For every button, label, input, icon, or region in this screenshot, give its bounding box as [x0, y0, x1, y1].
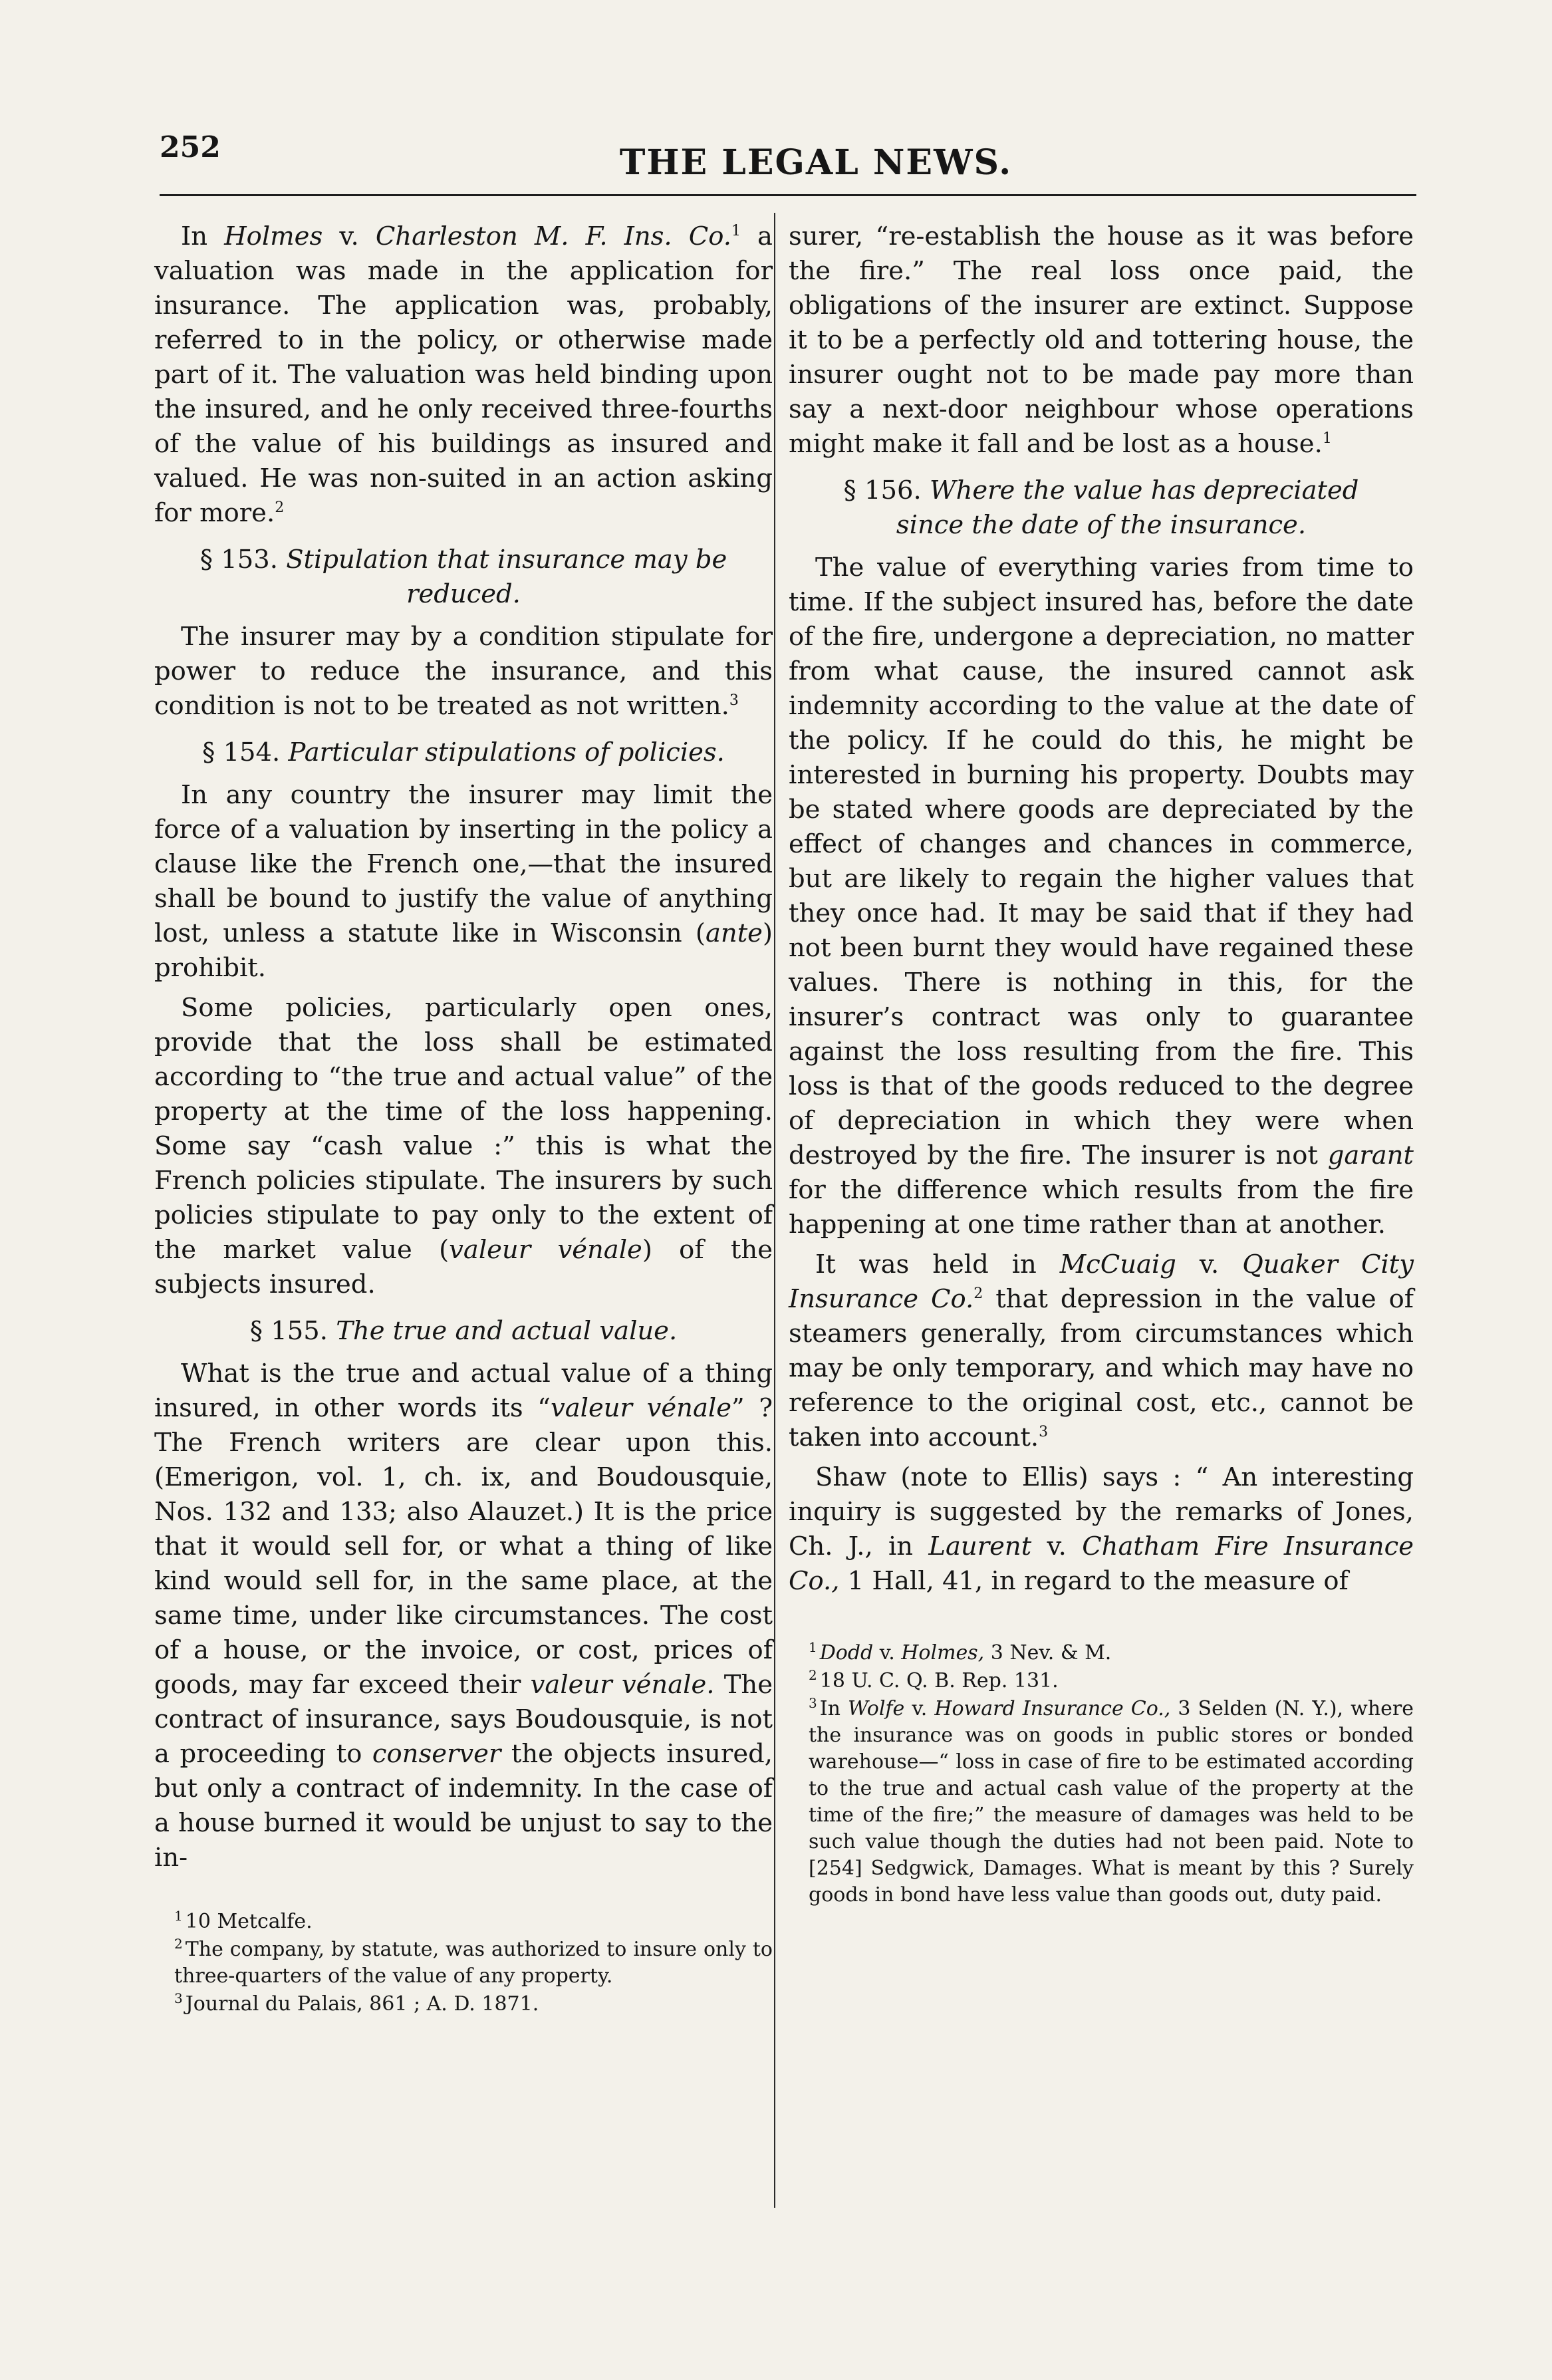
right-column: [789, 219, 1414, 1910]
footnote: $^3$ In Wolfe v. Howard Insurance Co., 3 Selden (N. Y.), where the insurance was on goods in public stores or bonded warehouse—“ loss in case of fire to be estimated according to the true and actual cash value of the property at the time of the fire;” the measure of damages was held to be such value though the duties had not been paid. Note to [254] Sedgwick, Damages. What is meant by this ? Surely goods in bond have less value than goods out, duty paid.: [809, 1695, 1414, 1907]
case-name: Holmes: [224, 221, 323, 251]
paragraph-156b: It was held in McCuaig v. Quaker City Insurance Co.$^2$ that depression in the value of steamers generally, from circumstances which may be only temporary, and which may have no reference to the original cost, etc., cannot be taken into account.$^3$: [789, 1250, 1414, 1452]
paragraph-holmes: In Holmes v. Charleston M. F. Ins. Co.$^1$ a valuation was made in the application for insurance. The application was, probably, referred to in the policy, or otherwise made part of it. The valuation was held binding upon the insured, and he only received three-fourths of the value of his buildings as insured and valued. He was non-suited in an action asking for more.$^2$: [154, 221, 773, 528]
right-footnotes: [789, 1640, 1414, 1909]
footnote: $^2$ 18 U. C. Q. B. Rep. 131.: [809, 1667, 1059, 1692]
paragraph-155: What is the true and actual value of a thing insured, in other words its “valeur vénale” ? The French writers are clear upon this. (Emerigon, vol. 1, ch. ix, and Boudousquie, Nos. 132 and 133; also Alauzet.) It is the price that it would sell for, or what a thing of like kind would sell for, in the same place, at the same time, under like circumstances. The cost of a house, or the invoice, or cost, prices of goods, may far exceed their valeur vénale. The contract of insurance, says Boudousquie, is not a proceeding to conserver the objects insured, but only a contract of indemnity. In the case of a house burned it would be unjust to say to the in-: [154, 1359, 773, 1873]
header-rule: [160, 194, 1416, 196]
footnote: $^1$ Dodd v. Holmes, 3 Nev. & M.: [809, 1639, 1112, 1664]
case-name: Laurent: [928, 1531, 1032, 1561]
footnote-ref: 3: [1039, 1424, 1049, 1441]
paragraph-156a: The value of everything varies from time to time. If the subject insured has, before the date of the fire, undergone a depreciation, no matter from what cause, the insured cannot ask indemnity according to the value at the date of the policy. If he could do this, he might be interested in burning his property. Doubts may be stated where goods are depreciated by the effect of changes and chances in commerce, but are likely to regain the higher values that they once had. It may be said that if they had not been burnt they would have regained these values. There is nothing in this, for the insurer’s contract was only to guarantee against the loss resulting from the fire. This loss is that of the goods reduced to the degree of depreciation in which they were when destroyed by the fire. The insurer is not garant for the difference which results from the fire happening at one time rather than at another.: [789, 553, 1414, 1240]
footnote-ref: 2: [973, 1285, 983, 1303]
footnote: $^2$ The company, by statute, was authorized to insure only to three-quarters of the value of any property.: [174, 1936, 773, 1988]
paragraph-153: The insurer may by a condition stipulate for power to reduce the insurance, and this condition is not to be treated as not written.$^3$: [154, 622, 773, 721]
section-heading-153: § 153. Stipulation that insurance may be reduced.: [199, 545, 727, 609]
running-title: THE LEGAL NEWS.: [619, 142, 1013, 183]
section-heading-156: § 156. Where the value has depreciated since the date of the insurance.: [843, 475, 1359, 540]
section-heading-154: § 154. Particular stipulations of policies.: [202, 737, 725, 767]
paragraph-154b: Some policies, particularly open ones, provide that the loss shall be estimated according to “the true and actual value” of the property at the time of the loss happening. Some say “cash value :” this is what the French policies stipulate. The insurers by such policies stipulate to pay only to the extent of the market value (valeur vénale) of the subjects insured.: [154, 993, 773, 1299]
paragraph-154a: In any country the insurer may limit the force of a valuation by inserting in the policy a clause like the French one,—that the insured shall be bound to justify the value of anything lost, unless a statute like in Wisconsin (ante) prohibit.: [154, 780, 773, 983]
footnote-ref: 1: [731, 223, 741, 240]
paragraph-continued: surer, “re-establish the house as it was before the fire.” The real loss once paid, the obligations of the insurer are extinct. Suppose it to be a perfectly old and tottering house, the insurer ought not to be made pay more than say a next-door neighbour whose operations might make it fall and be lost as a house.$^1$: [789, 221, 1414, 459]
page-number: 252: [160, 130, 221, 164]
left-column: [154, 219, 773, 2019]
case-name: Quaker City Insurance Co.: [789, 1250, 1414, 1314]
footnote: $^3$ Journal du Palais, 861 ; A. D. 1871.: [174, 1990, 539, 2016]
case-name: McCuaig: [1059, 1250, 1176, 1279]
section-heading-155: § 155. The true and actual value.: [249, 1316, 678, 1346]
footnote-ref: 2: [275, 499, 285, 517]
footnote: $^1$ 10 Metcalfe.: [174, 1908, 313, 1933]
footnote-ref: 1: [1322, 430, 1332, 448]
left-footnotes: [154, 1909, 773, 2018]
case-name: Charleston M. F. Ins. Co.: [375, 221, 731, 251]
column-divider: [774, 213, 775, 2208]
paragraph-156c: Shaw (note to Ellis) says : “ An interesting inquiry is suggested by the remarks of Jones, Ch. J., in Laurent v. Chatham Fire Insurance Co., 1 Hall, 41, in regard to the measure of: [789, 1462, 1414, 1596]
footnote-ref: 3: [729, 692, 739, 710]
case-name: Chatham Fire Insurance Co.,: [789, 1531, 1414, 1596]
